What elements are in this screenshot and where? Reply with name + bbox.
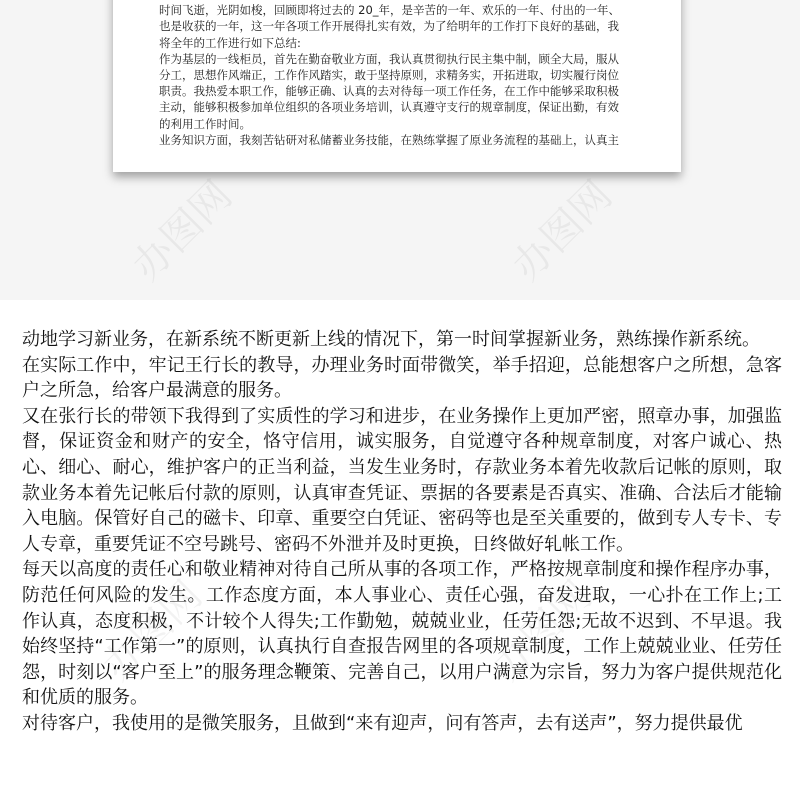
preview-line: 也是收获的一年，这一年各项工作开展得扎实有效，为了给明年的工作打下良好的基础，我 — [159, 19, 619, 34]
preview-line: 职责。我热爱本职工作，能够正确、认真的去对待每一项工作任务，在工作中能够采取积极 — [159, 84, 619, 99]
body-paragraph: 每天以高度的责任心和敬业精神对待自己所从事的各项工作，严格按规章制度和操作程序办事，防范任何风险的发生。工作态度方面，本人事业心、责任心强，奋发进取，一心扑在工作上;工作认真，态度积极，不计较个人得失;工作勤勉，兢兢业业，任劳任怨;无故不迟到、不早退。我始终坚持“工作第一”的原则，认真执行自查报告网里的各项规章制度，工作上兢兢业业、任劳任怨，时刻以“客户至上”的服务理念鞭策、完善自己，以用户满意为宗旨，努力为客户提供规范化和优质的服务。 — [22, 559, 782, 709]
document-body — [22, 327, 782, 737]
preview-line: 分工，思想作风端正，工作作风踏实，敢于坚持原则，求精务实，开拓进取，切实履行岗位 — [159, 68, 619, 83]
watermark: 办图网 — [123, 172, 242, 290]
preview-line: 业务知识方面，我刻苦钻研对私储蓄业务技能，在熟练掌握了原业务流程的基础上，认真主 — [159, 132, 619, 147]
watermark: 办图网 — [93, 572, 212, 690]
body-paragraph: 又在张行长的带领下我得到了实质性的学习和进步，在业务操作上更加严密，照章办事，加强监督，保证资金和财产的安全，恪守信用，诚实服务，自觉遵守各种规章制度，对客户诚心、热心、细心、耐心，维护客户的正当利益，当发生业务时，存款业务本着先收款后记帐的原则，取款业务本着先记帐后付款的原则，认真审查凭证、票据的各要素是否真实、准确、合法后才能输入电脑。保管好自己的磁卡、印章、重要空白凭证、密码等也是至关重要的，做到专人专卡、专人专章，重要凭证不空号跳号、密码不外泄并及时更换，日终做好轧帐工作。 — [22, 405, 782, 555]
document-page-thumbnail[interactable] — [113, 0, 681, 172]
body-paragraph: 动地学习新业务，在新系统不断更新上线的情况下，第一时间掌握新业务，熟练操作新系统。 — [22, 329, 760, 350]
body-paragraph: 在实际工作中，牢记王行长的教导，办理业务时面带微笑，举手招迎，总能想客户之所想，急客户之所急，给客户最满意的服务。 — [22, 354, 782, 402]
watermark: 办图网 — [503, 172, 622, 290]
page-thumbnail-text — [159, 0, 659, 148]
watermark: 办图网 — [483, 572, 602, 690]
preview-line: 的利用工作时间。 — [159, 116, 251, 131]
preview-line: 时间飞逝，光阴如梭，回顾即将过去的 20_年，是辛苦的一年、欢乐的一年、付出的一年、 — [159, 3, 621, 18]
preview-line: 将全年的工作进行如下总结: — [159, 35, 301, 50]
preview-line: 作为基层的一线柜员，首先在勤奋敬业方面，我认真贯彻执行民主集中制，顾全大局，服从 — [159, 51, 619, 66]
document-preview-area — [0, 0, 800, 300]
body-paragraph: 对待客户，我使用的是微笑服务，且做到“来有迎声，问有答声，去有送声”，努力提供最优 — [22, 712, 743, 734]
preview-line: 主动，能够积极参加单位组织的各项业务培训，认真遵守支行的规章制度，保证出勤，有效 — [159, 100, 619, 115]
